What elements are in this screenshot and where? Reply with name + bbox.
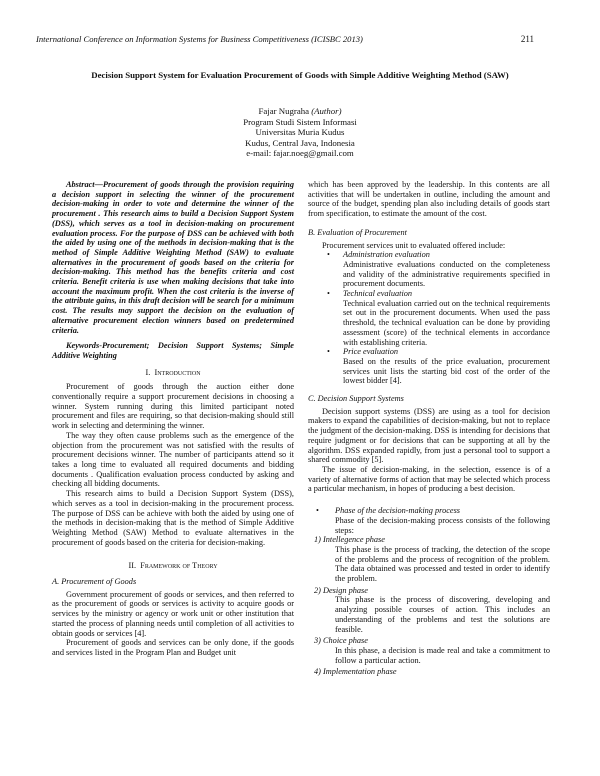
section-heading-theory [52, 561, 294, 571]
evaluation-intro: Procurement services unit to evaluated offered include: [322, 240, 506, 250]
dss-paragraph-1: Decision support systems (DSS) are using as a tool for decision makers to expand the capabilities of decision-making, but not to replace the judgment of the decision-making. DSS is intending for decisions that require judgment or for decisions that can be supporting at all by the algorithm. DSS expanded rapidly, from just a personal tool to support a shared commodity [5]. [308, 406, 550, 465]
author-name-line [150, 106, 450, 117]
author-block [150, 106, 450, 159]
step-text: This phase is the process of tracking, the detection of the scope of the problems and the process of recognition of the problem. The data obtained was processed and tested in order to identify the problem. [335, 544, 550, 584]
phase-block [308, 506, 550, 677]
left-column [52, 180, 294, 658]
list-item [308, 250, 550, 289]
intro-paragraph-3: This research aims to build a Decision Support System (DSS), which serves as a tool in decision-making in the procurement process. The purpose of DSS can be achieve with both the aided by using one of the methods in decision-making that is the method of Simple Additive Weighting Method (SAW) Method to evaluate alternatives in the procurement of goods based on the criteria for decision-making. [52, 489, 294, 547]
section-number: II. [128, 561, 137, 571]
bullet-icon: • [316, 506, 319, 516]
step-text: This phase is the process of discovering, developing and analyzing possible courses of action. This includes an understanding of the problems and test the solutions are feasible. [335, 595, 550, 634]
step-heading [314, 586, 550, 596]
list-item-text: Based on the results of the price evaluation, procurement services unit lists the starting bid cost of the order of the lowest bidder [4]. [343, 356, 550, 386]
author-address: Kudus, Central Java, Indonesia [245, 137, 355, 148]
list-item [308, 347, 550, 386]
step-title: Implementation phase [323, 667, 397, 677]
list-item-title: • Administration evaluation [343, 250, 430, 260]
step-heading [314, 535, 550, 545]
author-name: Fajar Nugraha [258, 106, 310, 116]
list-item-text: Technical evaluation carried out on the technical requirements set out in the procurement documents. When used the pass threshold, the technical evaluation can be done by providing assessment (score) of the technical elements in accordance with establishing criteria. [343, 298, 550, 347]
abstract-label: Abstract [66, 180, 95, 189]
intro-paragraph-2: The way they often cause problems such as the emergence of the objection from the procurement was not satisfied with the results of procurement decisions winner. The number of participants attend so it takes a long time to evaluated all required documents and bidding documents . Qualification evaluation process conducted by asking and checking all bidding documents. [52, 430, 294, 489]
phase-step [308, 667, 550, 677]
step-heading [314, 636, 550, 646]
step-title: Intellegence phase [323, 535, 385, 545]
list-item [308, 289, 550, 347]
phase-step [308, 636, 550, 665]
section-title: Introduction [154, 367, 201, 377]
keywords: Keywords-Procurement; Decision Support Systems; Simple Additive Weighting [52, 341, 294, 360]
author-email: e-mail: fajar.noeg@gmail.com [246, 148, 354, 159]
author-university: Universitas Muria Kudus [255, 127, 345, 138]
step-number: 1) [314, 535, 321, 545]
phase-step [308, 586, 550, 635]
procurement-paragraph-1: Government procurement of goods or services, and then referred to as the procurement of goods or services is activity to acquire goods or services by the ministry or agency or work unit or other institution that started the process of planning needs until completion of all activities to obtain goods or services [4]. [52, 589, 294, 638]
intro-paragraph-1: Procurement of goods through the auction either done conventionally require a support procurement decisions in choosing a winner. System running during this limited participant noted procurement and files are requiring, so that decision-making should still work in selecting and determining the winner. [52, 382, 294, 431]
step-number: 2) [314, 585, 321, 595]
author-program: Program Studi Sistem Informasi [243, 116, 357, 127]
phase-title: Phase of the decision-making process [335, 506, 461, 516]
subsection-a-heading: A. Procurement of Goods [52, 577, 137, 587]
step-heading [314, 667, 550, 677]
dss-paragraph-2: The issue of decision-making, in the selection, essence is of a variety of alternative forms of action that may be selected which process a particular mechanism, in hopes of producing a best decision. [308, 464, 550, 494]
evaluation-list [308, 250, 550, 386]
running-header: International Conference on Information Systems for Business Competitiveness (ICISBC 2013) [36, 34, 363, 44]
abstract [52, 180, 294, 335]
abstract-dash: — [94, 180, 103, 189]
phase-step [308, 535, 550, 584]
step-title: Design phase [323, 585, 368, 595]
abstract-text: Procurement of goods through the provision requiring a decision support in selecting the winner of the procurement decision-making in order to vote and determine the winner of the procurement . This research aims to build a Decision Support System (DSS), which serves as a tool in decision-making on procurement evaluation process. For the purpose of DSS can be achieved with both the aided by using one of the methods in decision-making that is the method of Simple Additive Weighting Method (SAW) to evaluate alternatives in the procurement of goods based on the criteria for decision-making. This method has the benefits criteria and cost criteria. Benefit criteria is use when making decisions that take into account the maximum profit. When the cost criteria is the inverse of the attribute gains, in this draft decision will be search for a minimum cost. The results may support the decision on the evaluation of alternative procurement election winners based on predetermined criteria. [52, 180, 294, 335]
procurement-paragraph-2: Procurement of goods and services can be only done, if the goods and services listed in the Program Plan and Budget unit [52, 638, 294, 657]
step-number: 4) [314, 667, 321, 677]
list-item-text: Administrative evaluations conducted on the completeness and validity of the administrative requirements specified in procurement documents. [343, 259, 550, 289]
phase-title-line [308, 506, 550, 516]
author-role: (Author) [311, 106, 342, 116]
section-number: I. [145, 367, 151, 377]
step-text: In this phase, a decision is made real and take a commitment to follow a particular action. [335, 645, 550, 665]
right-column [308, 180, 550, 677]
paper-title: Decision Support System for Evaluation Procurement of Goods with Simple Additive Weighting Method (SAW) [91, 70, 509, 80]
page-number: 211 [520, 34, 534, 44]
list-item-title: • Technical evaluation [343, 289, 413, 299]
phase-intro: Phase of the decision-making process consists of the following steps: [335, 515, 550, 535]
procurement-paragraph-2-continued: which has been approved by the leadership. In this contents are all activities that will be undertaken in outline, including the amount and source of the budget, spending plan also including details of goods start from specification, to estimate the amount of the cost. [308, 180, 550, 219]
section-title: Framework of Theory [140, 561, 218, 571]
list-item-title: • Price evaluation [343, 347, 399, 357]
subsection-c-heading: C. Decision Support Systems [308, 394, 404, 404]
step-title: Choice phase [323, 636, 368, 646]
subsection-b-heading: B. Evaluation of Procurement [308, 227, 407, 237]
section-heading-intro [52, 368, 294, 378]
step-number: 3) [314, 636, 321, 646]
